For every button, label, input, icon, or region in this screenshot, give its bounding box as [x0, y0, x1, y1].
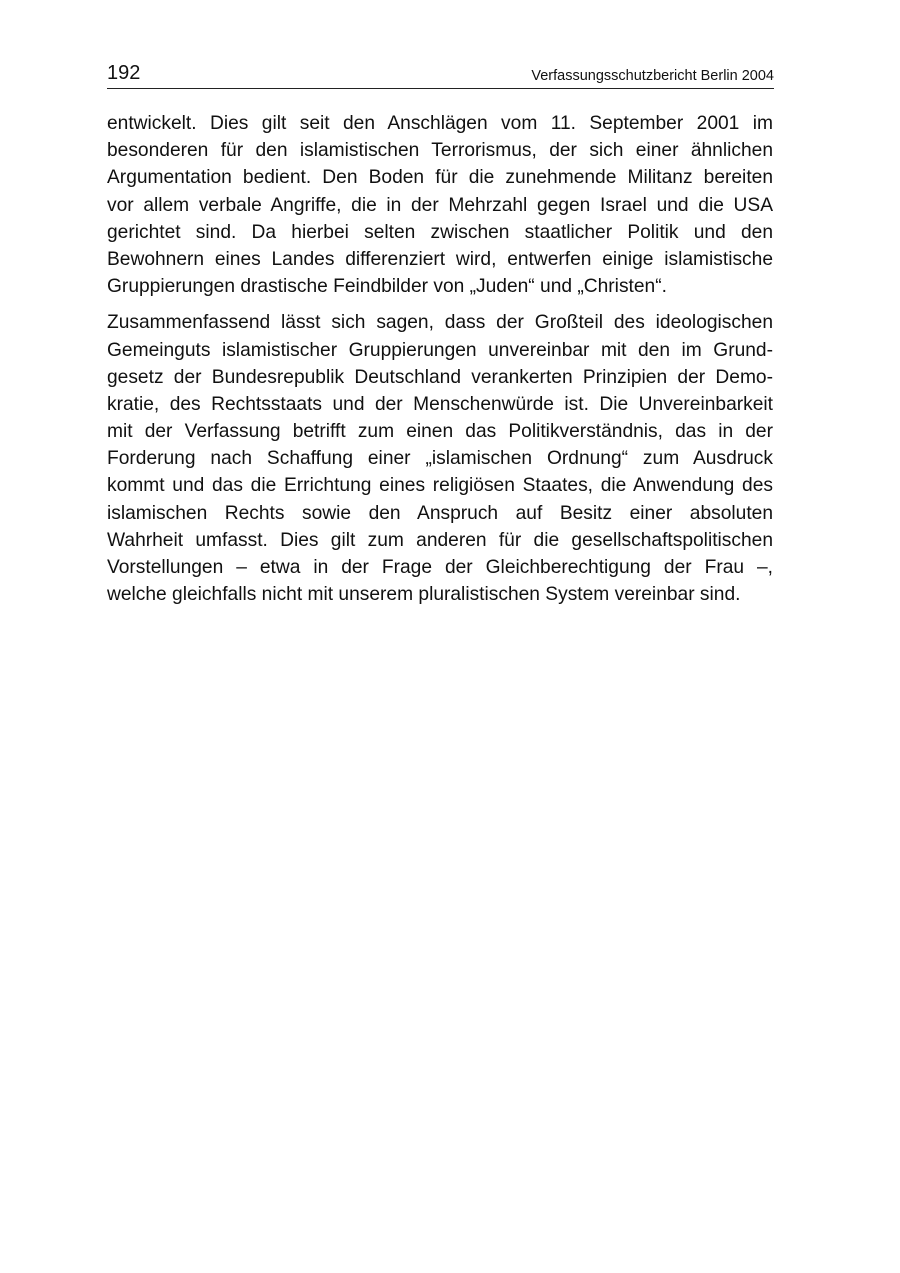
- paragraph-1: [107, 110, 773, 300]
- text-line: mit der Verfassung betrifft zum einen das Politikverständnis, das in der: [107, 421, 773, 443]
- text-line: vor allem verbale Angriffe, die in der Mehrzahl gegen Israel und die USA: [107, 194, 773, 216]
- text-line: welche gleichfalls nicht mit unserem pluralistischen System vereinbar sind.: [107, 584, 741, 606]
- text-line: gerichtet sind. Da hierbei selten zwischen staatlicher Politik und den: [107, 221, 773, 243]
- running-title: Verfassungsschutzbericht Berlin 2004: [531, 68, 774, 84]
- text-line: gesetz der Bundesrepublik Deutschland verankerten Prinzipien der Demo-: [107, 366, 773, 388]
- text-line: besonderen für den islamistischen Terrorismus, der sich einer ähnlichen: [107, 140, 773, 162]
- text-line: Gemeinguts islamistischer Gruppierungen unvereinbar mit den im Grund-: [107, 339, 773, 361]
- text-line: Zusammenfassend lässt sich sagen, dass der Großteil des ideologischen: [107, 312, 773, 334]
- text-line: Wahrheit umfasst. Dies gilt zum anderen für die gesellschaftspolitischen: [107, 529, 773, 551]
- text-line: Bewohnern eines Landes differenziert wird, entwerfen einige islamistische: [107, 248, 773, 270]
- body-text: [107, 110, 773, 617]
- page-number: 192: [107, 62, 141, 84]
- paragraph-2: [107, 309, 773, 608]
- running-header: [107, 60, 774, 89]
- text-line: Argumentation bedient. Den Boden für die zunehmende Militanz bereiten: [107, 167, 773, 189]
- text-line: Forderung nach Schaffung einer „islamischen Ordnung“ zum Ausdruck: [107, 448, 773, 470]
- text-line: kommt und das die Errichtung eines religiösen Staates, die Anwendung des: [107, 475, 773, 497]
- text-line: kratie, des Rechtsstaats und der Menschenwürde ist. Die Unvereinbarkeit: [107, 393, 773, 415]
- text-line: Vorstellungen – etwa in der Frage der Gleichberechtigung der Frau –,: [107, 557, 773, 578]
- text-line: entwickelt. Dies gilt seit den Anschlägen vom 11. September 2001 im: [107, 113, 773, 134]
- text-line: islamischen Rechts sowie den Anspruch auf Besitz einer absoluten: [107, 502, 773, 524]
- text-line: Gruppierungen drastische Feindbilder von „Juden“ und „Christen“.: [107, 276, 667, 298]
